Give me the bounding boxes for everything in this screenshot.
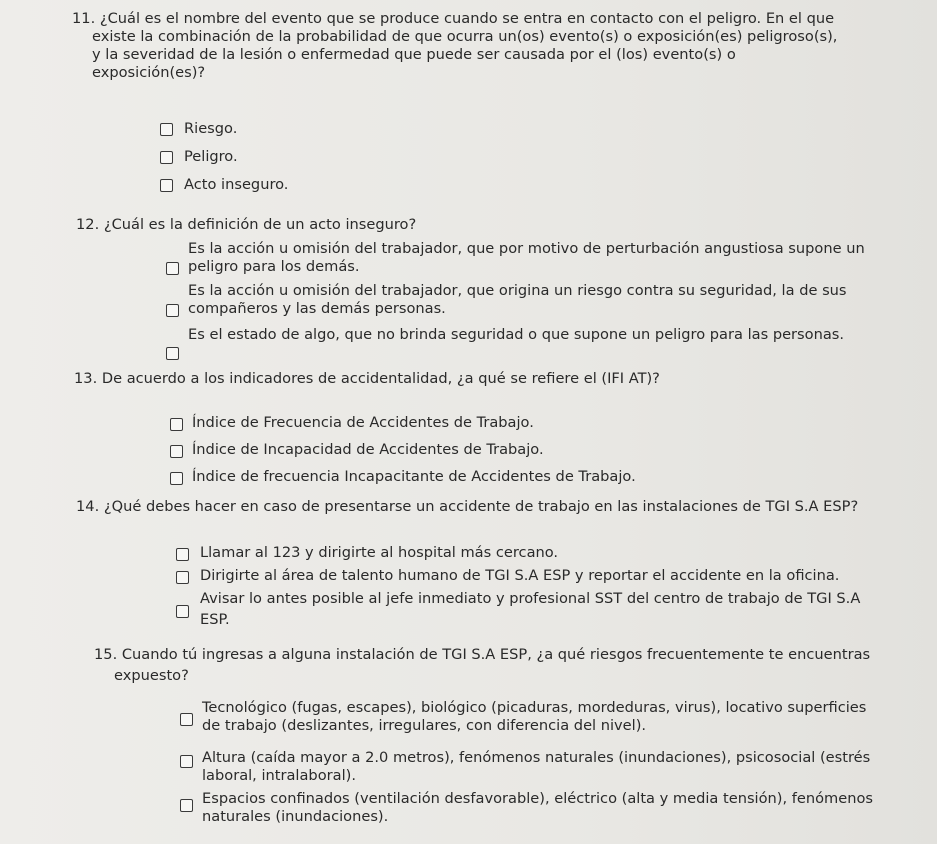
checkbox[interactable] [170, 472, 183, 485]
option-label [200, 590, 930, 629]
option-label-line: Tecnológico (fugas, escapes), biológico (picaduras, mordeduras, virus), locativo superficies [202, 699, 867, 716]
question-number: 15. [94, 646, 118, 663]
option-label-line: de trabajo (deslizantes, irregulares, con diferencia del nivel). [202, 717, 647, 734]
question-number: 13. [74, 370, 98, 387]
question-text: ¿Cuál es la definición de un acto inseguro? [103, 216, 417, 233]
checkbox[interactable] [160, 179, 173, 192]
option-label: Llamar al 123 y dirigirte al hospital más cercano. [200, 544, 559, 561]
option-label: Acto inseguro. [184, 176, 289, 193]
option-label-line: peligro para los demás. [188, 258, 360, 275]
option-label: Índice de frecuencia Incapacitante de Accidentes de Trabajo. [192, 468, 636, 485]
question-text: existe la combinación de la probabilidad de que ocurra un(os) evento(s) o exposición(es) peligroso(s), [92, 28, 838, 45]
checkbox[interactable] [176, 571, 189, 584]
option-label-line: ESP. [200, 611, 230, 628]
checkbox[interactable] [166, 347, 179, 360]
question-number: 11. [72, 10, 96, 27]
option-label: Dirigirte al área de talento humano de TGI S.A ESP y reportar el accidente en la oficina. [200, 567, 840, 584]
question-15-line-1 [94, 646, 924, 664]
checkbox[interactable] [176, 605, 189, 618]
option-label [188, 282, 928, 318]
question-text: ¿Qué debes hacer en caso de presentarse un accidente de trabajo en las instalaciones de TGI S.A ESP? [103, 498, 859, 515]
checkbox[interactable] [170, 418, 183, 431]
option-label: Peligro. [184, 148, 238, 165]
option-label: Riesgo. [184, 120, 238, 137]
question-number: 12. [76, 216, 100, 233]
option-label-line: Es la acción u omisión del trabajador, que por motivo de perturbación angustiosa supone un [188, 240, 865, 257]
option-label-line: Espacios confinados (ventilación desfavorable), eléctrico (alta y media tensión), fenómenos [202, 790, 874, 807]
checkbox[interactable] [180, 755, 193, 768]
option-label [188, 240, 928, 276]
question-12 [76, 216, 416, 234]
question-text: expuesto? [114, 667, 189, 684]
question-text: exposición(es)? [92, 64, 206, 81]
checkbox[interactable] [180, 713, 193, 726]
option-label: Es el estado de algo, que no brinda seguridad o que supone un peligro para las personas. [188, 326, 845, 343]
option-label-line: laboral, intralaboral). [202, 767, 356, 784]
question-11-line-1 [72, 10, 932, 28]
option-label-line: Avisar lo antes posible al jefe inmediato y profesional SST del centro de trabajo de TGI S.A [200, 590, 861, 607]
question-11 [72, 10, 932, 82]
option-label-line: naturales (inundaciones). [202, 808, 389, 825]
option-label: Índice de Frecuencia de Accidentes de Trabajo. [192, 414, 534, 431]
option-label: Índice de Incapacidad de Accidentes de Trabajo. [192, 441, 544, 458]
checkbox[interactable] [166, 262, 179, 275]
checkbox[interactable] [166, 304, 179, 317]
option-label-line: compañeros y las demás personas. [188, 300, 446, 317]
question-text: De acuerdo a los indicadores de accidentalidad, ¿a qué se refiere el (IFI AT)? [101, 370, 660, 387]
checkbox[interactable] [160, 151, 173, 164]
checkbox[interactable] [160, 123, 173, 136]
option-label [202, 749, 927, 785]
question-text: Cuando tú ingresas a alguna instalación de TGI S.A ESP, ¿a qué riesgos frecuentemente te encuentras [121, 646, 871, 663]
question-15 [94, 646, 924, 685]
question-13 [74, 370, 660, 388]
checkbox[interactable] [180, 799, 193, 812]
question-14 [76, 498, 858, 516]
question-text: y la severidad de la lesión o enfermedad que puede ser causada por el (los) evento(s) o [92, 46, 736, 63]
option-label [202, 699, 927, 735]
question-text: ¿Cuál es el nombre del evento que se produce cuando se entra en contacto con el peligro. En el que [99, 10, 835, 27]
option-label-line: Es la acción u omisión del trabajador, que origina un riesgo contra su seguridad, la de sus [188, 282, 847, 299]
checkbox[interactable] [170, 445, 183, 458]
option-label-line: Altura (caída mayor a 2.0 metros), fenómenos naturales (inundaciones), psicosocial (estrés [202, 749, 871, 766]
option-label [202, 790, 927, 826]
checkbox[interactable] [176, 548, 189, 561]
question-number: 14. [76, 498, 100, 515]
